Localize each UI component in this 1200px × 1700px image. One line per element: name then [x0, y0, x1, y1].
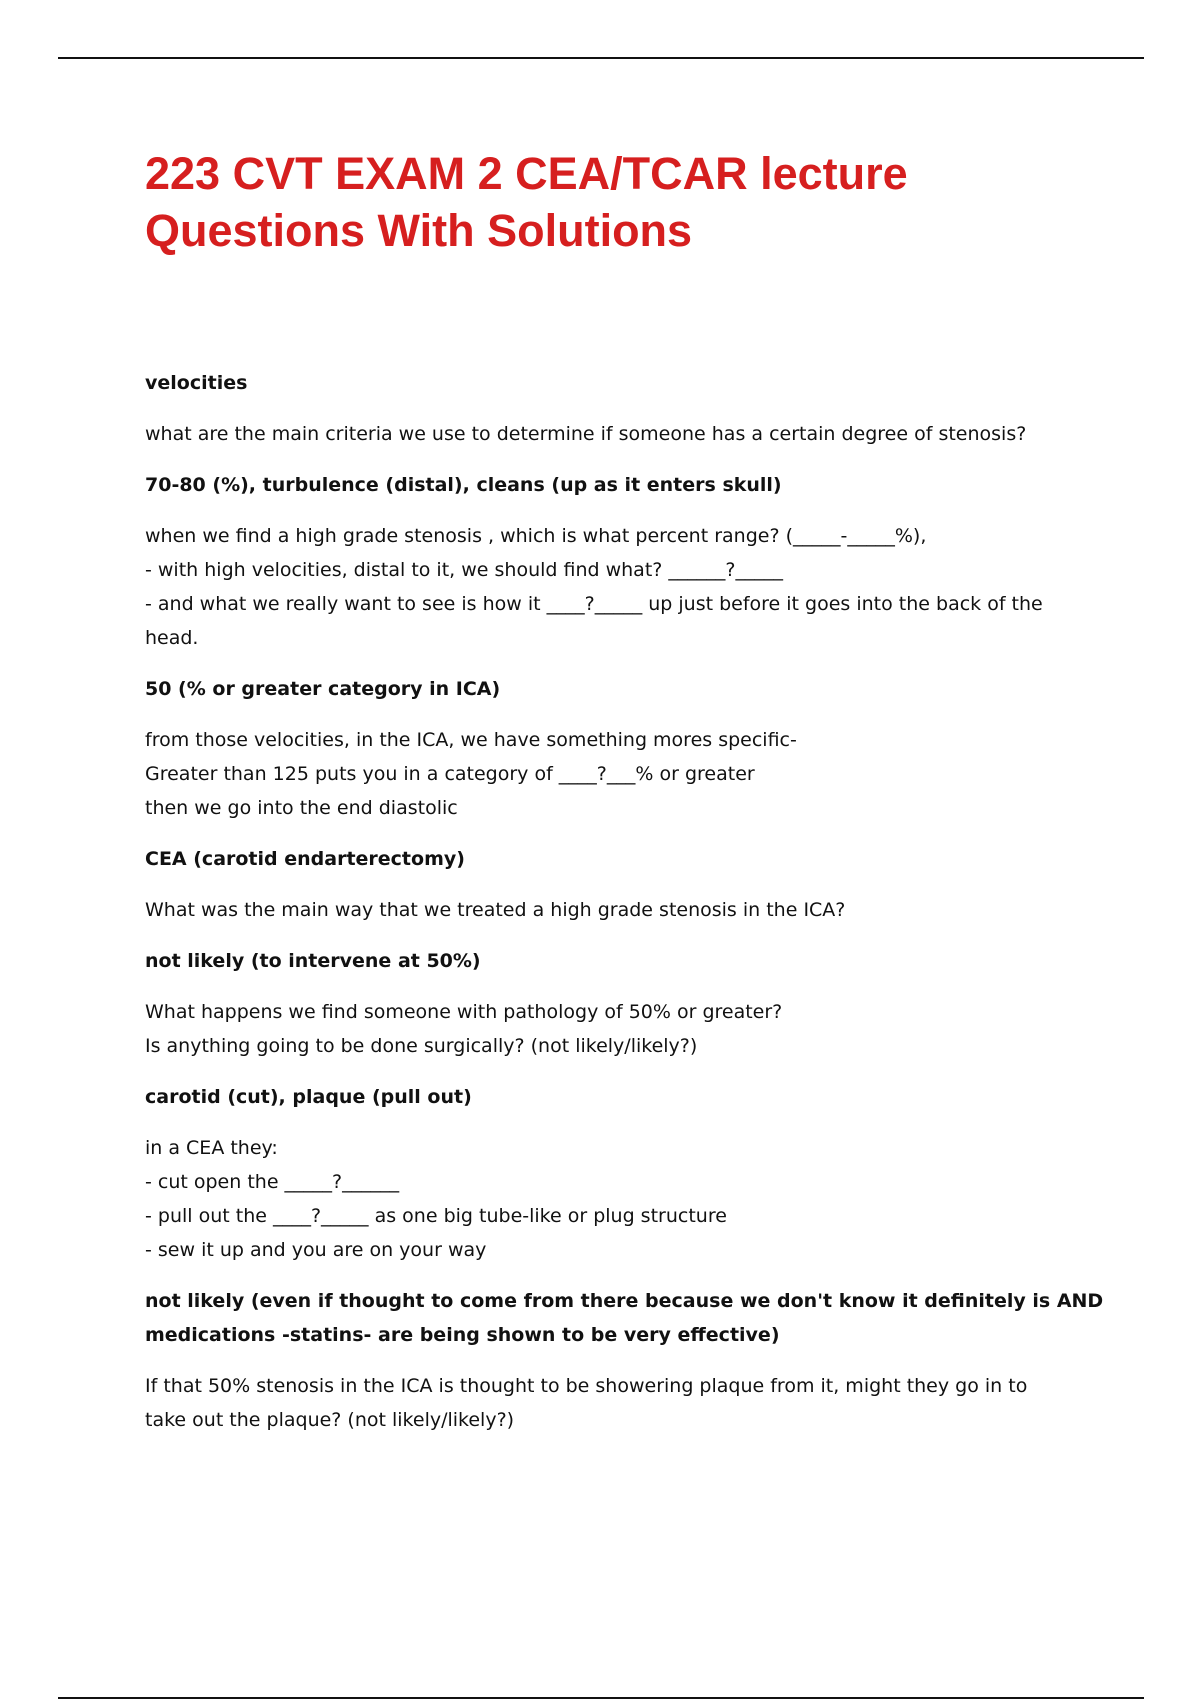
answer-line: 70-80 (%), turbulence (distal), cleans (up as it enters skull) [145, 474, 782, 496]
top-rule [58, 57, 1144, 59]
question-text [145, 417, 1085, 451]
question-text [145, 1369, 1085, 1437]
answer-line: not likely (to intervene at 50%) [145, 950, 481, 972]
question-line: - cut open the _____?______ [145, 1171, 400, 1193]
question-line: Is anything going to be done surgically? (not likely/likely?) [145, 1035, 698, 1057]
document-title [145, 145, 1105, 259]
title-line: Questions With Solutions [145, 205, 693, 256]
answer-text [145, 468, 1085, 502]
answer-text [145, 842, 1085, 876]
answer-line: velocities [145, 372, 248, 394]
bottom-rule [58, 1697, 1144, 1699]
qa-item [145, 672, 1085, 825]
answer-line: carotid (cut), plaque (pull out) [145, 1086, 472, 1108]
question-line: Greater than 125 puts you in a category of ____?___% or greater [145, 763, 755, 785]
qa-item [145, 1080, 1085, 1267]
question-line: in a CEA they: [145, 1137, 278, 1159]
question-line: What was the main way that we treated a high grade stenosis in the ICA? [145, 899, 846, 921]
answer-line: 50 (% or greater category in ICA) [145, 678, 501, 700]
question-line: If that 50% stenosis in the ICA is thought to be showering plaque from it, might they go in to [145, 1375, 1028, 1397]
qa-item [145, 944, 1085, 1063]
question-text [145, 519, 1085, 655]
title-line: 223 CVT EXAM 2 CEA/TCAR lecture [145, 148, 908, 199]
answer-line: not likely (even if thought to come from there because we don't know it definitely is AND [145, 1290, 1104, 1312]
answer-text [145, 944, 1085, 978]
answer-text [145, 1284, 1104, 1352]
question-line: What happens we find someone with pathology of 50% or greater? [145, 1001, 783, 1023]
question-text [145, 995, 1085, 1063]
qa-list [145, 366, 1104, 1454]
question-text [145, 723, 1085, 825]
question-text [145, 893, 1085, 927]
qa-item [145, 366, 1085, 451]
qa-item [145, 468, 1085, 655]
answer-text [145, 1080, 1085, 1114]
question-line: when we find a high grade stenosis , which is what percent range? (_____-_____%), [145, 525, 927, 547]
qa-item [145, 1284, 1104, 1437]
question-line: - sew it up and you are on your way [145, 1239, 487, 1261]
question-line: from those velocities, in the ICA, we have something mores specific- [145, 729, 797, 751]
question-line: - and what we really want to see is how it ____?_____ up just before it goes into the back of the [145, 593, 1043, 615]
qa-item [145, 842, 1085, 927]
question-text [145, 1131, 1085, 1267]
answer-line: CEA (carotid endarterectomy) [145, 848, 465, 870]
question-line: take out the plaque? (not likely/likely?) [145, 1409, 515, 1431]
answer-line: medications -statins- are being shown to be very effective) [145, 1324, 780, 1346]
question-line: - with high velocities, distal to it, we should find what? ______?_____ [145, 559, 783, 581]
question-line: - pull out the ____?_____ as one big tube-like or plug structure [145, 1205, 727, 1227]
question-line: head. [145, 627, 199, 649]
answer-text [145, 366, 1085, 400]
question-line: what are the main criteria we use to determine if someone has a certain degree of stenosis? [145, 423, 1027, 445]
question-line: then we go into the end diastolic [145, 797, 458, 819]
answer-text [145, 672, 1085, 706]
